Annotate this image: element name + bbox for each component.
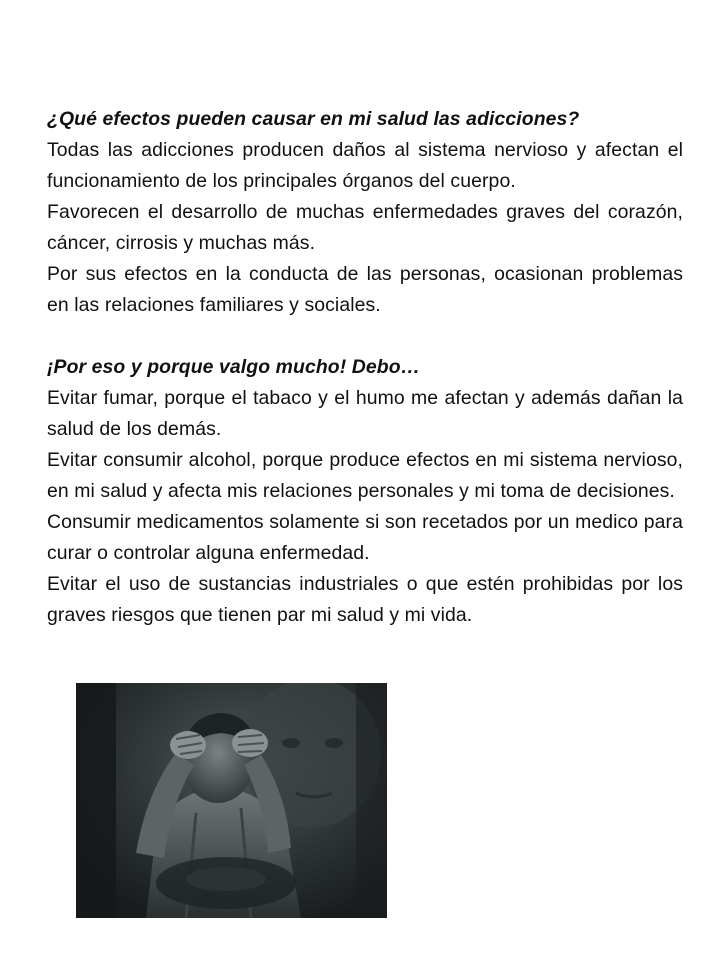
paragraph-relationships: Por sus efectos en la conducta de las personas, ocasionan problemas en las relaciones familiares y sociales. <box>47 263 683 316</box>
section-heading-effects: ¿Qué efectos pueden causar en mi salud las adicciones? <box>47 108 580 130</box>
paragraph-avoid-smoking: Evitar fumar, porque el tabaco y el humo me afectan y además dañan la salud de los demás. <box>47 387 683 440</box>
section-heading-must-do: ¡Por eso y porque valgo mucho! Debo… <box>47 356 421 378</box>
document-text <box>47 104 683 631</box>
section-spacer <box>47 321 683 352</box>
paragraph-diseases: Favorecen el desarrollo de muchas enfermedades graves del corazón, cáncer, cirrosis y muchas más. <box>47 201 683 254</box>
paragraph-industrial-substances: Evitar el uso de sustancias industriales o que estén prohibidas por los graves riesgos que tienen par mi salud y mi vida. <box>47 573 683 626</box>
paragraph-avoid-alcohol: Evitar consumir alcohol, porque produce efectos en mi sistema nervioso, en mi salud y afecta mis relaciones personales y mi toma de decisiones. <box>47 449 683 502</box>
paragraph-nervous-system: Todas las adicciones producen daños al sistema nervioso y afectan el funcionamiento de los principales órganos del cuerpo. <box>47 139 683 192</box>
paragraph-medications: Consumir medicamentos solamente si son recetados por un medico para curar o controlar alguna enfermedad. <box>47 511 683 564</box>
distressed-person-photo <box>76 683 387 918</box>
